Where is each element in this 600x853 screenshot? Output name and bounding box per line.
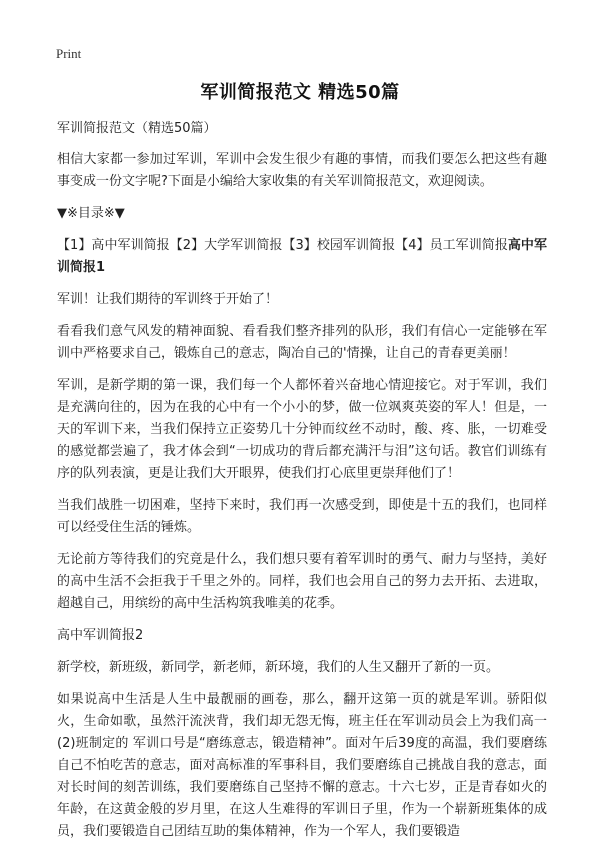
body-paragraph-1: 军训！让我们期待的军训终于开始了！ [57, 292, 279, 307]
toc-link-2[interactable]: 【2】大学军训简报 [169, 238, 283, 253]
body-paragraph-2: 看看我们意气风发的精神面貌、看看我们整齐排列的队形，我们有信心一定能够在军训中严格要求自己，锻炼自己的意志，陶冶自己的'情操，让自己的青春更美丽！ [57, 324, 547, 361]
section-1-heading: 高中军训简报1 [57, 238, 547, 275]
document-title: 军训简报范文 精选50篇 [200, 82, 400, 103]
table-of-contents [57, 235, 547, 279]
document-subtitle: 军训简报范文（精选50篇） [57, 121, 217, 136]
toc-link-3[interactable]: 【3】校园军训简报 [282, 238, 396, 253]
body-paragraph-3: 军训，是新学期的第一课，我们每一个人都怀着兴奋地心情迎接它。对于军训，我们是充满向往的，因为在我的心中有一个小小的梦，做一位飒爽英姿的军人！但是，一天的军训下来，当我们保持立正姿势几十分钟而纹丝不动时，酸、疼、胀，一切难受的感觉都尝遍了，我才体会到“一切成功的背后都充满汗与泪”这句话。教官们训练有序的队列表演，更是让我们大开眼界，使我们打心底里更崇拜他们了！ [57, 378, 547, 481]
section-2-paragraph-2: 如果说高中生活是人生中最靓丽的画卷，那么，翻开这第一页的就是军训。骄阳似火，生命如歌，虽然汗流浃背，我们却无怨无悔，班主任在军训动员会上为我们高一(2)班制定的 军训口号是“磨练意志，锻造精神”。面对午后39度的高温，我们要磨练自己不怕吃苦的意志，面对高标准的军事科目，我们要磨练自己挑战自我的意志，面对长时间的刻苦训练，我们要磨练自己坚持不懈的意志。十六七岁，正是青春如火的年龄，在这黄金般的岁月里，在这人生难得的军训日子里，作为一个崭新班集体的成员，我们要锻造自己团结互助的集体精神，作为一个军人，我们要锻造 [57, 692, 547, 839]
toc-link-1[interactable]: 【1】高中军训简报 [57, 238, 170, 253]
intro-paragraph: 相信大家都一参加过军训，军训中会发生很少有趣的事情，而我们要怎么把这些有趣事变成一份文字呢?下面是小编给大家收集的有关军训简报范文，欢迎阅读。 [57, 152, 547, 189]
body-paragraph-4: 当我们战胜一切困难，坚持下来时，我们再一次感受到，即使是十五的我们，也同样可以经受住生活的锤炼。 [57, 498, 547, 535]
body-paragraph-5: 无论前方等待我们的究竟是什么，我们想只要有着军训时的勇气、耐力与坚持，美好的高中生活不会拒我于千里之外的。同样，我们也会用自己的努力去开拓、去进取，超越自己，用缤纷的高中生活构筑我唯美的花季。 [57, 552, 547, 611]
section-2-heading: 高中军训简报2 [57, 628, 144, 643]
toc-link-4[interactable]: 【4】员工军训简报 [395, 238, 508, 253]
print-link[interactable]: Print [56, 46, 82, 61]
toc-heading: ▼※目录※▼ [57, 206, 125, 221]
section-2-paragraph-1: 新学校，新班级，新同学，新老师，新环境，我们的人生又翻开了新的一页。 [57, 660, 500, 675]
document-body [57, 118, 547, 853]
